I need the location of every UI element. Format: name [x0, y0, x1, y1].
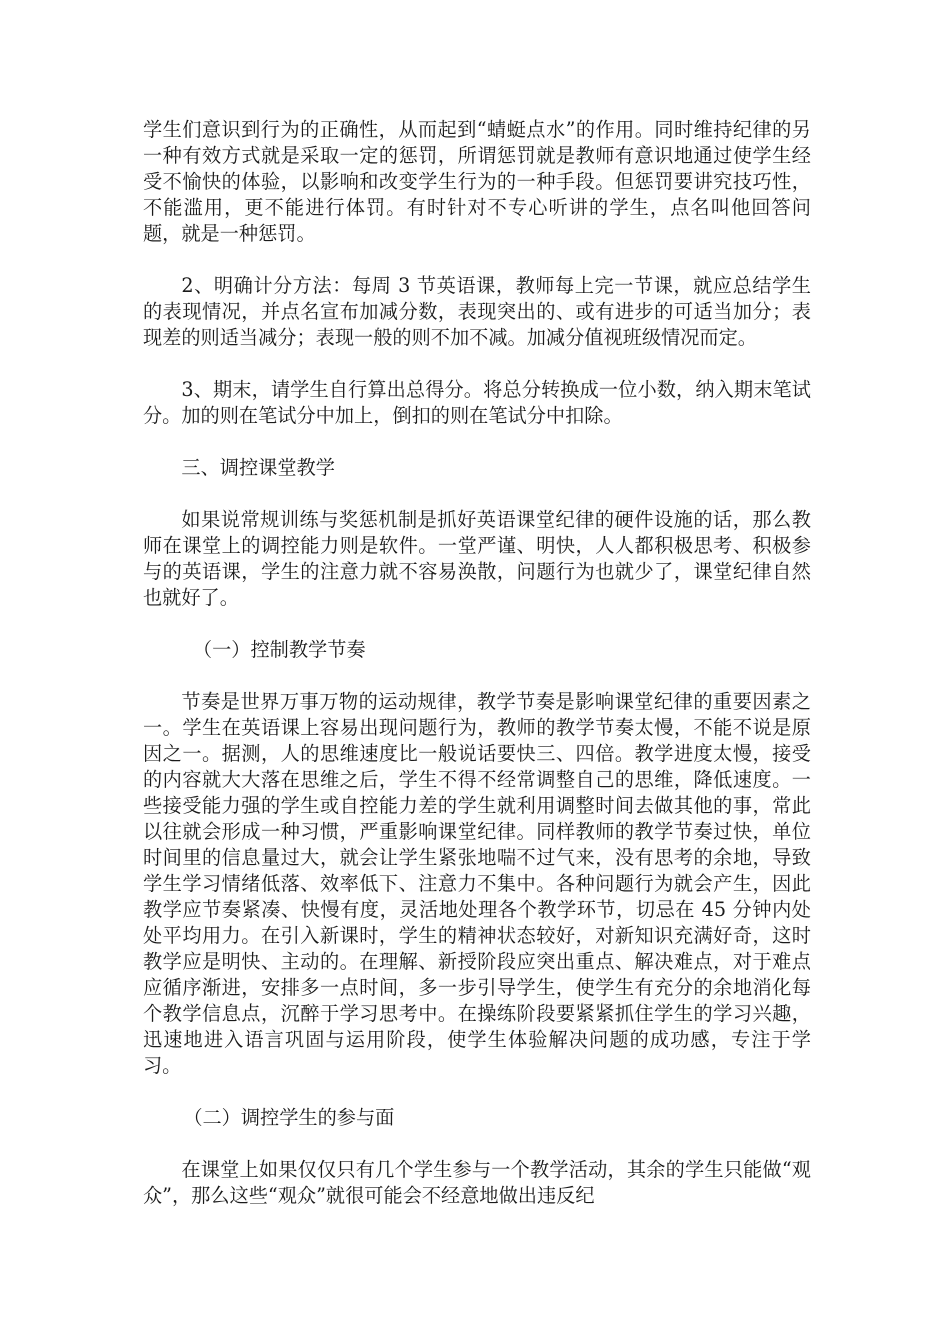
subsection-heading-teaching-rhythm: （一）控制教学节奏 [192, 638, 366, 661]
paragraph-participation: 在课堂上如果仅仅只有几个学生参与一个教学活动，其余的学生只能做“观众”，那么这些“观众”就很可能会不经意地做出违反纪 [143, 1158, 811, 1207]
paragraph-scoring-method: 2、明确计分方法：每周 3 节英语课，教师每上完一节课，就应总结学生的表现情况，并点名宣布加减分数，表现突出的、或有进步的可适当加分；表现差的则适当减分；表现一般的则不加不减。加减分值视班级情况而定。 [143, 274, 811, 349]
subsection-heading-participation: （二）调控学生的参与面 [183, 1106, 395, 1129]
document-body [143, 117, 811, 1209]
paragraph-control-ability: 如果说常规训练与奖惩机制是抓好英语课堂纪律的硬件设施的话，那么教师在课堂上的调控能力则是软件。一堂严谨、明快，人人都积极思考、积极参与的英语课，学生的注意力就不容易涣散，问题行为也就少了，课堂纪律自然也就好了。 [143, 508, 811, 609]
paragraph-final-score: 3、期末，请学生自行算出总得分。将总分转换成一位小数，纳入期末笔试分。加的则在笔试分中加上，倒扣的则在笔试分中扣除。 [143, 378, 811, 427]
paragraph-teaching-rhythm: 节奏是世界万事万物的运动规律，教学节奏是影响课堂纪律的重要因素之一。学生在英语课上容易出现问题行为，教师的教学节奏太慢，不能不说是原因之一。据测，人的思维速度比一般说话要快三、四倍。教学进度太慢，接受的内容就大大落在思维之后，学生不得不经常调整自己的思维，降低速度。一些接受能力强的学生或自控能力差的学生就利用调整时间去做其他的事，常此以往就会形成一种习惯，严重影响课堂纪律。同样教师的教学节奏过快，单位时间里的信息量过大，就会让学生紧张地喘不过气来，没有思考的余地，导致学生学习情绪低落、效率低下、注意力不集中。各种问题行为就会产生，因此教学应节奏紧凑、快慢有度，灵活地处理各个教学环节，切忌在 45 分钟内处处平均用力。在引入新课时，学生的精神状态较好，对新知识充满好奇，这时教学应是明快、主动的。在理解、新授阶段应突出重点、解决难点，对于难点应循序渐进，安排多一点时间，多一步引导学生，使学生有充分的余地消化每个教学信息点，沉醉于学习思考中。在操练阶段要紧紧抓住学生的学习兴趣，迅速地进入语言巩固与运用阶段，使学生体验解决问题的成功感，专注于学习。 [143, 690, 811, 1077]
paragraph-punishment: 学生们意识到行为的正确性，从而起到“蜻蜓点水”的作用。同时维持纪律的另一种有效方式就是采取一定的惩罚，所谓惩罚就是教师有意识地通过使学生经受不愉快的体验，以影响和改变学生行为的一种手段。但惩罚要讲究技巧性，不能滥用，更不能进行体罚。有时针对不专心听讲的学生，点名叫他回答问题，就是一种惩罚。 [143, 118, 811, 245]
section-heading-classroom-control: 三、调控课堂教学 [181, 456, 335, 479]
